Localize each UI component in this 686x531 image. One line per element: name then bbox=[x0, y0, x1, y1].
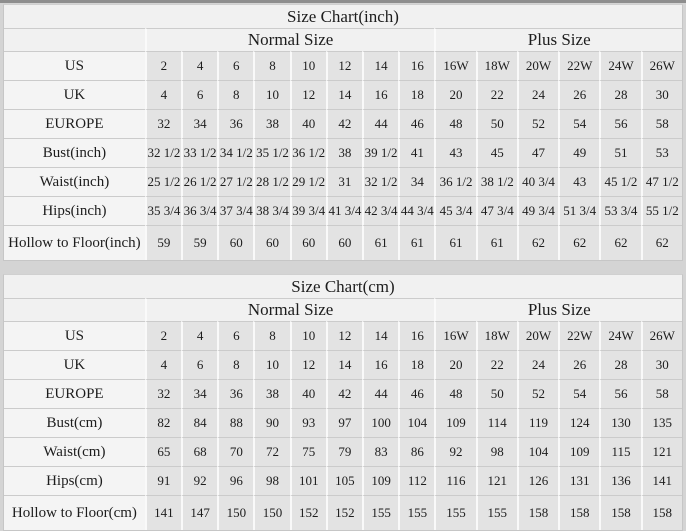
table-row bbox=[4, 495, 682, 530]
size-value-cell: 16 bbox=[398, 321, 434, 350]
size-value-cell: 60 bbox=[253, 225, 289, 260]
size-value-cell: 39 1/2 bbox=[362, 138, 398, 167]
table-row bbox=[4, 225, 682, 260]
size-value-cell: 6 bbox=[181, 80, 217, 109]
size-value-cell: 98 bbox=[253, 466, 289, 495]
row-label: Hollow to Floor(cm) bbox=[4, 495, 145, 530]
row-label: Bust(inch) bbox=[4, 138, 145, 167]
size-value-cell: 43 bbox=[558, 167, 599, 196]
size-value-cell: 4 bbox=[145, 350, 181, 379]
row-label: UK bbox=[4, 350, 145, 379]
size-value-cell: 20 bbox=[434, 350, 475, 379]
size-value-cell: 8 bbox=[253, 321, 289, 350]
size-value-cell: 4 bbox=[145, 80, 181, 109]
size-value-cell: 91 bbox=[145, 466, 181, 495]
size-value-cell: 97 bbox=[326, 408, 362, 437]
empty-corner-cell bbox=[4, 298, 145, 321]
size-value-cell: 38 1/2 bbox=[476, 167, 517, 196]
size-value-cell: 155 bbox=[434, 495, 475, 530]
size-value-cell: 42 3/4 bbox=[362, 196, 398, 225]
size-value-cell: 26W bbox=[641, 51, 682, 80]
size-value-cell: 40 bbox=[290, 109, 326, 138]
size-value-cell: 62 bbox=[517, 225, 558, 260]
table-row bbox=[4, 51, 682, 80]
size-value-cell: 2 bbox=[145, 321, 181, 350]
row-label: Hips(cm) bbox=[4, 466, 145, 495]
size-value-cell: 36 3/4 bbox=[181, 196, 217, 225]
size-value-cell: 141 bbox=[641, 466, 682, 495]
size-value-cell: 36 bbox=[217, 109, 253, 138]
size-value-cell: 36 1/2 bbox=[290, 138, 326, 167]
size-value-cell: 38 bbox=[326, 138, 362, 167]
size-chart-inch-body bbox=[4, 51, 682, 260]
size-value-cell: 26 bbox=[558, 80, 599, 109]
size-value-cell: 48 bbox=[434, 379, 475, 408]
size-value-cell: 34 bbox=[181, 379, 217, 408]
size-value-cell: 38 3/4 bbox=[253, 196, 289, 225]
size-value-cell: 100 bbox=[362, 408, 398, 437]
table-row bbox=[4, 138, 682, 167]
size-value-cell: 22W bbox=[558, 321, 599, 350]
size-value-cell: 2 bbox=[145, 51, 181, 80]
size-value-cell: 24 bbox=[517, 350, 558, 379]
size-value-cell: 59 bbox=[145, 225, 181, 260]
size-value-cell: 61 bbox=[398, 225, 434, 260]
size-value-cell: 18 bbox=[398, 350, 434, 379]
size-value-cell: 16 bbox=[398, 51, 434, 80]
size-chart-cm-table bbox=[3, 274, 683, 531]
row-label: Waist(inch) bbox=[4, 167, 145, 196]
size-value-cell: 45 bbox=[476, 138, 517, 167]
size-value-cell: 135 bbox=[641, 408, 682, 437]
size-value-cell: 32 bbox=[145, 109, 181, 138]
size-value-cell: 54 bbox=[558, 109, 599, 138]
size-value-cell: 104 bbox=[398, 408, 434, 437]
size-value-cell: 35 3/4 bbox=[145, 196, 181, 225]
size-value-cell: 86 bbox=[398, 437, 434, 466]
size-value-cell: 32 1/2 bbox=[362, 167, 398, 196]
size-value-cell: 28 bbox=[599, 350, 640, 379]
size-value-cell: 20W bbox=[517, 321, 558, 350]
size-value-cell: 61 bbox=[476, 225, 517, 260]
size-value-cell: 30 bbox=[641, 350, 682, 379]
size-value-cell: 65 bbox=[145, 437, 181, 466]
size-value-cell: 126 bbox=[517, 466, 558, 495]
size-value-cell: 45 1/2 bbox=[599, 167, 640, 196]
size-value-cell: 4 bbox=[181, 321, 217, 350]
size-value-cell: 44 bbox=[362, 109, 398, 138]
size-value-cell: 116 bbox=[434, 466, 475, 495]
row-label: UK bbox=[4, 80, 145, 109]
size-group-header-row bbox=[4, 28, 682, 51]
size-value-cell: 109 bbox=[434, 408, 475, 437]
size-value-cell: 18W bbox=[476, 321, 517, 350]
size-value-cell: 14 bbox=[326, 350, 362, 379]
size-value-cell: 12 bbox=[326, 321, 362, 350]
size-value-cell: 90 bbox=[253, 408, 289, 437]
table-title: Size Chart(cm) bbox=[4, 275, 682, 298]
size-value-cell: 25 1/2 bbox=[145, 167, 181, 196]
size-value-cell: 155 bbox=[398, 495, 434, 530]
size-value-cell: 52 bbox=[517, 379, 558, 408]
table-row bbox=[4, 350, 682, 379]
size-value-cell: 115 bbox=[599, 437, 640, 466]
table-row bbox=[4, 379, 682, 408]
row-label: Hollow to Floor(inch) bbox=[4, 225, 145, 260]
size-value-cell: 24 bbox=[517, 80, 558, 109]
size-value-cell: 83 bbox=[362, 437, 398, 466]
size-value-cell: 32 bbox=[145, 379, 181, 408]
size-value-cell: 16W bbox=[434, 321, 475, 350]
row-label: EUROPE bbox=[4, 379, 145, 408]
size-value-cell: 6 bbox=[217, 321, 253, 350]
size-value-cell: 56 bbox=[599, 109, 640, 138]
size-value-cell: 60 bbox=[326, 225, 362, 260]
table-row bbox=[4, 196, 682, 225]
size-value-cell: 155 bbox=[476, 495, 517, 530]
plus-size-header: Plus Size bbox=[434, 298, 682, 321]
size-value-cell: 62 bbox=[641, 225, 682, 260]
size-chart-inch-table bbox=[3, 4, 683, 261]
size-value-cell: 141 bbox=[145, 495, 181, 530]
size-value-cell: 10 bbox=[290, 321, 326, 350]
size-value-cell: 6 bbox=[181, 350, 217, 379]
size-value-cell: 44 bbox=[362, 379, 398, 408]
size-value-cell: 10 bbox=[290, 51, 326, 80]
size-value-cell: 50 bbox=[476, 109, 517, 138]
size-value-cell: 52 bbox=[517, 109, 558, 138]
size-value-cell: 40 bbox=[290, 379, 326, 408]
size-value-cell: 45 3/4 bbox=[434, 196, 475, 225]
size-value-cell: 51 3/4 bbox=[558, 196, 599, 225]
size-value-cell: 155 bbox=[362, 495, 398, 530]
size-value-cell: 38 bbox=[253, 109, 289, 138]
size-value-cell: 84 bbox=[181, 408, 217, 437]
size-value-cell: 28 1/2 bbox=[253, 167, 289, 196]
size-group-header-row bbox=[4, 298, 682, 321]
size-value-cell: 44 3/4 bbox=[398, 196, 434, 225]
table-row bbox=[4, 109, 682, 138]
size-value-cell: 109 bbox=[558, 437, 599, 466]
size-value-cell: 62 bbox=[558, 225, 599, 260]
size-value-cell: 158 bbox=[599, 495, 640, 530]
size-value-cell: 34 1/2 bbox=[217, 138, 253, 167]
size-chart-cm-body bbox=[4, 321, 682, 530]
size-value-cell: 8 bbox=[217, 350, 253, 379]
table-row bbox=[4, 321, 682, 350]
size-value-cell: 158 bbox=[558, 495, 599, 530]
table-row bbox=[4, 408, 682, 437]
size-value-cell: 39 3/4 bbox=[290, 196, 326, 225]
size-value-cell: 10 bbox=[253, 350, 289, 379]
size-value-cell: 49 bbox=[558, 138, 599, 167]
size-value-cell: 12 bbox=[326, 51, 362, 80]
row-label: Waist(cm) bbox=[4, 437, 145, 466]
size-value-cell: 53 3/4 bbox=[599, 196, 640, 225]
size-value-cell: 48 bbox=[434, 109, 475, 138]
size-value-cell: 47 bbox=[517, 138, 558, 167]
size-value-cell: 152 bbox=[326, 495, 362, 530]
size-value-cell: 20W bbox=[517, 51, 558, 80]
size-value-cell: 16 bbox=[362, 80, 398, 109]
normal-size-header: Normal Size bbox=[145, 298, 435, 321]
size-value-cell: 51 bbox=[599, 138, 640, 167]
size-value-cell: 150 bbox=[217, 495, 253, 530]
size-value-cell: 29 1/2 bbox=[290, 167, 326, 196]
size-value-cell: 40 3/4 bbox=[517, 167, 558, 196]
size-value-cell: 34 bbox=[181, 109, 217, 138]
size-value-cell: 36 1/2 bbox=[434, 167, 475, 196]
size-value-cell: 147 bbox=[181, 495, 217, 530]
row-label: US bbox=[4, 321, 145, 350]
size-value-cell: 119 bbox=[517, 408, 558, 437]
size-value-cell: 26 1/2 bbox=[181, 167, 217, 196]
size-value-cell: 130 bbox=[599, 408, 640, 437]
size-value-cell: 24W bbox=[599, 51, 640, 80]
size-value-cell: 104 bbox=[517, 437, 558, 466]
size-value-cell: 10 bbox=[253, 80, 289, 109]
size-value-cell: 26 bbox=[558, 350, 599, 379]
size-value-cell: 14 bbox=[362, 51, 398, 80]
size-value-cell: 12 bbox=[290, 80, 326, 109]
size-value-cell: 37 3/4 bbox=[217, 196, 253, 225]
size-value-cell: 55 1/2 bbox=[641, 196, 682, 225]
size-value-cell: 158 bbox=[641, 495, 682, 530]
size-value-cell: 79 bbox=[326, 437, 362, 466]
size-value-cell: 46 bbox=[398, 379, 434, 408]
size-value-cell: 68 bbox=[181, 437, 217, 466]
table-title-row bbox=[4, 275, 682, 298]
size-value-cell: 24W bbox=[599, 321, 640, 350]
size-value-cell: 121 bbox=[641, 437, 682, 466]
size-value-cell: 28 bbox=[599, 80, 640, 109]
size-value-cell: 58 bbox=[641, 379, 682, 408]
size-value-cell: 105 bbox=[326, 466, 362, 495]
size-value-cell: 49 3/4 bbox=[517, 196, 558, 225]
size-value-cell: 70 bbox=[217, 437, 253, 466]
size-value-cell: 96 bbox=[217, 466, 253, 495]
plus-size-header: Plus Size bbox=[434, 28, 682, 51]
size-value-cell: 98 bbox=[476, 437, 517, 466]
size-value-cell: 30 bbox=[641, 80, 682, 109]
size-value-cell: 109 bbox=[362, 466, 398, 495]
size-value-cell: 150 bbox=[253, 495, 289, 530]
size-value-cell: 112 bbox=[398, 466, 434, 495]
size-value-cell: 60 bbox=[290, 225, 326, 260]
size-value-cell: 88 bbox=[217, 408, 253, 437]
size-value-cell: 50 bbox=[476, 379, 517, 408]
size-value-cell: 46 bbox=[398, 109, 434, 138]
size-value-cell: 47 3/4 bbox=[476, 196, 517, 225]
size-value-cell: 60 bbox=[217, 225, 253, 260]
size-value-cell: 12 bbox=[290, 350, 326, 379]
size-value-cell: 82 bbox=[145, 408, 181, 437]
size-value-cell: 20 bbox=[434, 80, 475, 109]
size-value-cell: 22 bbox=[476, 80, 517, 109]
size-value-cell: 36 bbox=[217, 379, 253, 408]
size-value-cell: 16 bbox=[362, 350, 398, 379]
size-value-cell: 114 bbox=[476, 408, 517, 437]
size-value-cell: 31 bbox=[326, 167, 362, 196]
size-value-cell: 4 bbox=[181, 51, 217, 80]
size-value-cell: 58 bbox=[641, 109, 682, 138]
row-label: US bbox=[4, 51, 145, 80]
table-row bbox=[4, 80, 682, 109]
size-value-cell: 53 bbox=[641, 138, 682, 167]
size-value-cell: 34 bbox=[398, 167, 434, 196]
size-value-cell: 26W bbox=[641, 321, 682, 350]
size-value-cell: 92 bbox=[181, 466, 217, 495]
empty-corner-cell bbox=[4, 28, 145, 51]
size-value-cell: 92 bbox=[434, 437, 475, 466]
size-value-cell: 35 1/2 bbox=[253, 138, 289, 167]
size-value-cell: 14 bbox=[362, 321, 398, 350]
table-row bbox=[4, 466, 682, 495]
size-value-cell: 47 1/2 bbox=[641, 167, 682, 196]
size-value-cell: 101 bbox=[290, 466, 326, 495]
size-value-cell: 54 bbox=[558, 379, 599, 408]
size-value-cell: 8 bbox=[253, 51, 289, 80]
size-value-cell: 61 bbox=[434, 225, 475, 260]
size-value-cell: 121 bbox=[476, 466, 517, 495]
size-value-cell: 43 bbox=[434, 138, 475, 167]
table-row bbox=[4, 437, 682, 466]
size-value-cell: 72 bbox=[253, 437, 289, 466]
size-value-cell: 32 1/2 bbox=[145, 138, 181, 167]
size-value-cell: 42 bbox=[326, 379, 362, 408]
size-value-cell: 33 1/2 bbox=[181, 138, 217, 167]
size-value-cell: 56 bbox=[599, 379, 640, 408]
top-border-bar bbox=[0, 0, 686, 3]
size-value-cell: 14 bbox=[326, 80, 362, 109]
size-value-cell: 59 bbox=[181, 225, 217, 260]
size-value-cell: 75 bbox=[290, 437, 326, 466]
size-value-cell: 152 bbox=[290, 495, 326, 530]
size-value-cell: 27 1/2 bbox=[217, 167, 253, 196]
size-value-cell: 41 3/4 bbox=[326, 196, 362, 225]
size-value-cell: 124 bbox=[558, 408, 599, 437]
size-value-cell: 93 bbox=[290, 408, 326, 437]
size-value-cell: 8 bbox=[217, 80, 253, 109]
size-value-cell: 61 bbox=[362, 225, 398, 260]
size-value-cell: 131 bbox=[558, 466, 599, 495]
size-value-cell: 16W bbox=[434, 51, 475, 80]
table-row bbox=[4, 167, 682, 196]
row-label: EUROPE bbox=[4, 109, 145, 138]
size-value-cell: 158 bbox=[517, 495, 558, 530]
size-value-cell: 22 bbox=[476, 350, 517, 379]
size-value-cell: 18 bbox=[398, 80, 434, 109]
table-title-row bbox=[4, 5, 682, 28]
size-value-cell: 41 bbox=[398, 138, 434, 167]
size-value-cell: 22W bbox=[558, 51, 599, 80]
size-value-cell: 6 bbox=[217, 51, 253, 80]
size-value-cell: 38 bbox=[253, 379, 289, 408]
normal-size-header: Normal Size bbox=[145, 28, 435, 51]
size-value-cell: 18W bbox=[476, 51, 517, 80]
size-value-cell: 62 bbox=[599, 225, 640, 260]
row-label: Bust(cm) bbox=[4, 408, 145, 437]
row-label: Hips(inch) bbox=[4, 196, 145, 225]
size-value-cell: 42 bbox=[326, 109, 362, 138]
size-value-cell: 136 bbox=[599, 466, 640, 495]
table-title: Size Chart(inch) bbox=[4, 5, 682, 28]
